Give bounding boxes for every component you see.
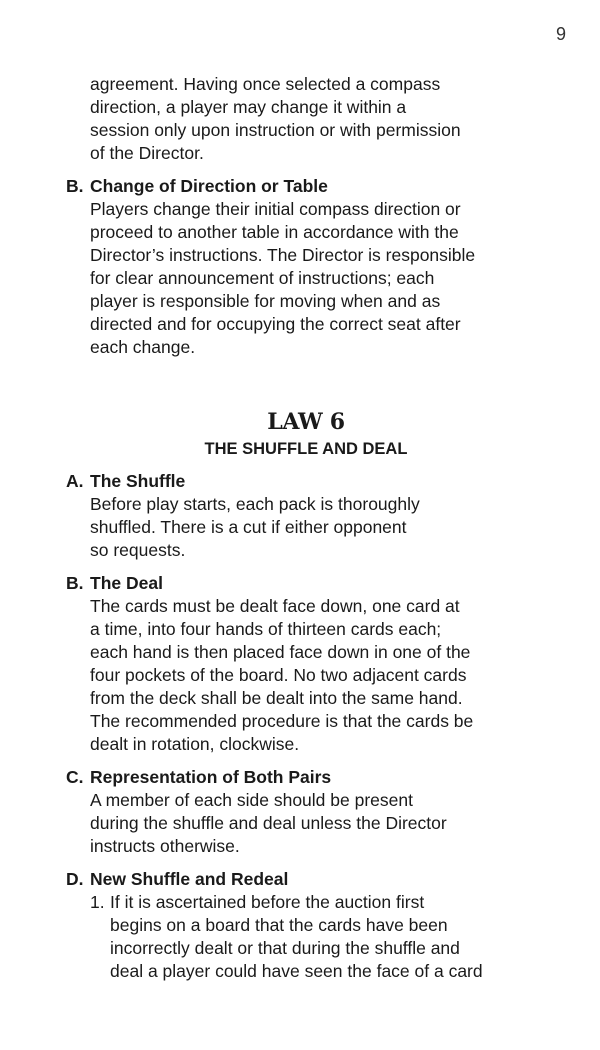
text-line: player is responsible for moving when and as: [90, 291, 441, 311]
text-line: four pockets of the board. No two adjacent cards: [90, 665, 467, 685]
text-line: If it is ascertained before the auction first: [110, 892, 425, 912]
text-line: each hand is then placed face down in one of the: [90, 642, 471, 662]
section-representation: [66, 766, 546, 858]
text-line: shuffled. There is a cut if either opponent: [90, 517, 407, 537]
section-new-shuffle: [66, 868, 546, 983]
text-line: The recommended procedure is that the cards be: [90, 711, 474, 731]
text-line: deal a player could have seen the face of a card: [110, 961, 483, 981]
text-line: A member of each side should be present: [90, 790, 413, 810]
text-line: of the Director.: [90, 143, 204, 163]
section-shuffle: [66, 470, 546, 562]
section-title: The Deal: [90, 573, 163, 593]
text-line: direction, a player may change it within a: [90, 97, 407, 117]
section-body: [66, 493, 546, 562]
text-line: Players change their initial compass direction or: [90, 199, 461, 219]
item-body: [110, 891, 483, 983]
section-letter: D.: [66, 869, 84, 889]
text-line: so requests.: [90, 540, 186, 560]
item-number: 1.: [90, 892, 105, 912]
numbered-item: [66, 891, 546, 983]
section-heading: [66, 175, 546, 198]
text-line: agreement. Having once selected a compass: [90, 74, 441, 94]
text-line: session only upon instruction or with permission: [90, 120, 461, 140]
section-body: [66, 595, 546, 756]
section-letter: B.: [66, 573, 84, 593]
section-letter: A.: [66, 471, 84, 491]
page-content: [66, 73, 546, 983]
text-line: each change.: [90, 337, 196, 357]
section-letter: C.: [66, 767, 84, 787]
section-heading: [66, 868, 546, 891]
section-letter: B.: [66, 176, 84, 196]
section-heading: [66, 766, 546, 789]
text-line: dealt in rotation, clockwise.: [90, 734, 300, 754]
text-line: for clear announcement of instructions; each: [90, 268, 435, 288]
text-line: incorrectly dealt or that during the shuffle and: [110, 938, 460, 958]
section-heading: [66, 572, 546, 595]
law-title: LAW 6: [267, 409, 345, 435]
section-title: Representation of Both Pairs: [90, 767, 332, 787]
text-line: Director’s instructions. The Director is responsible: [90, 245, 476, 265]
section-change-of-direction: [66, 175, 546, 359]
text-line: during the shuffle and deal unless the Director: [90, 813, 447, 833]
section-title: The Shuffle: [90, 471, 186, 491]
text-line: instructs otherwise.: [90, 836, 240, 856]
section-heading: [66, 470, 546, 493]
intro-paragraph: [66, 73, 546, 165]
text-line: from the deck shall be dealt into the same hand.: [90, 688, 463, 708]
text-line: Before play starts, each pack is thoroughly: [90, 494, 420, 514]
text-line: begins on a board that the cards have been: [110, 915, 448, 935]
page-number: 9: [555, 24, 566, 44]
section-title: New Shuffle and Redeal: [90, 869, 289, 889]
section-body: [66, 789, 546, 858]
section-deal: [66, 572, 546, 756]
law-subtitle: THE SHUFFLE AND DEAL: [204, 440, 408, 458]
text-line: directed and for occupying the correct seat after: [90, 314, 461, 334]
text-line: a time, into four hands of thirteen cards each;: [90, 619, 442, 639]
section-title: Change of Direction or Table: [90, 176, 328, 196]
text-line: The cards must be dealt face down, one card at: [90, 596, 460, 616]
text-line: proceed to another table in accordance with the: [90, 222, 459, 242]
section-body: [66, 198, 546, 359]
